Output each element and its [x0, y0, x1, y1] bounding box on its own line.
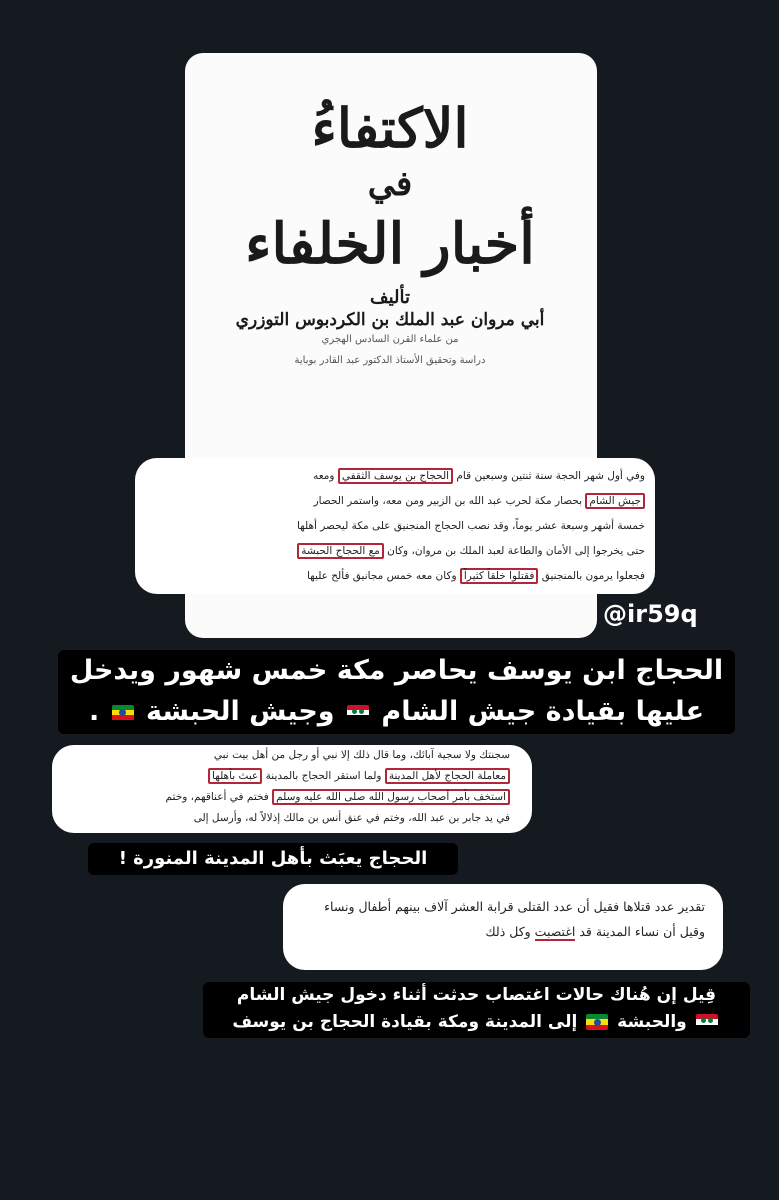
excerpt1-line: وفي أول شهر الحجة سنة ثنتين وسبعين قام الحجاج بن يوسف الثقفي ومعه	[313, 470, 645, 482]
book-talif: تأليف	[369, 287, 411, 308]
excerpt2-line: معاملة الحجاج لأهل المدينة ولما استقر الحجاج بالمدينة عبث بأهلها	[74, 766, 510, 787]
caption1-line2: عليها بقيادة جيش الشام وجيش الحبشة .	[88, 696, 705, 727]
highlight-box: معاملة الحجاج لأهل المدينة	[385, 768, 510, 784]
excerpt-siege-of-mecca	[135, 458, 655, 594]
excerpt2-line: استخف بأمر أصحاب رسول الله صلى الله عليه وسلم فختم في أعناقهم، وختم	[74, 787, 510, 808]
account-handle: @ir59q	[603, 600, 698, 628]
excerpt2-line: سجنتك ولا سجية آبائك، وما قال ذلك إلا نبي أو رجل من أهل بيت نبي	[213, 749, 510, 761]
underline-highlight: اغتصبت	[534, 924, 576, 939]
excerpt1-line: فجعلوا يرمون بالمنجنيق فقتلوا خلقاً كثيراً وكان معه خمس مجانيق فألح عليها	[306, 570, 645, 582]
book-author-sub: من علماء القرن السادس الهجري	[321, 334, 459, 345]
excerpt1-text	[145, 464, 645, 589]
excerpt1-line: جيش الشام بحصار مكة لحرب عبد الله بن الزبير ومن معه، واستمر الحصار	[145, 489, 645, 514]
excerpt3-line2: وقيل أن نساء المدينة قد اغتصبت وكل ذلك	[485, 924, 705, 939]
highlight-box: الحجاج بن يوسف الثقفي	[338, 468, 453, 484]
ethiopia-flag-icon	[112, 705, 134, 721]
highlight-box: جيش الشام	[585, 493, 645, 509]
highlight-box: مع الحجاج الحبشة	[297, 543, 384, 559]
caption1-line1: الحجاج ابن يوسف يحاصر مكة خمس شهور ويدخل	[69, 655, 724, 686]
book-editor: دراسة وتحقيق الأستاذ الدكتور عبد القادر بوباية	[294, 355, 486, 366]
book-title-fi: في	[367, 164, 413, 204]
caption-medina: الحجاج يعبَث بأهل المدينة المنورة !	[88, 843, 458, 875]
book-title-line1: الاكتفاءُ	[311, 96, 469, 160]
book-author: أبي مروان عبد الملك بن الكردبوس التوزري	[235, 310, 545, 330]
excerpt1-line: حتى يخرجوا إلى الأمان والطاعة لعبد الملك بن مروان، وكان مع الحجاج الحبشة	[145, 539, 645, 564]
highlight-box: عبث بأهلها	[208, 768, 262, 784]
excerpt2-text	[74, 745, 510, 829]
book-title-line2: أخبار الخلفاء	[245, 211, 535, 277]
caption-assaults	[203, 982, 750, 1038]
excerpt-medina-treatment	[52, 745, 532, 833]
excerpt3-line1: تقدير عدد قتلاها فقيل أن عدد القتلى قرابة العشر آلاف بينهم أطفال ونساء	[324, 899, 705, 914]
caption3-line2: والحبشة إلى المدينة ومكة بقيادة الحجاج بن يوسف	[203, 1009, 750, 1036]
highlight-box: فقتلوا خلقاً كثيراً	[460, 568, 539, 584]
ethiopia-flag-icon	[586, 1014, 608, 1030]
excerpt-casualties	[283, 884, 723, 970]
caption-siege	[58, 650, 735, 734]
excerpt3-text	[301, 894, 705, 944]
syria-flag-icon	[696, 1014, 718, 1030]
highlight-box: استخف بأمر أصحاب رسول الله صلى الله عليه وسلم	[272, 789, 510, 805]
excerpt1-line: خمسة أشهر وسبعة عشر يوماً، وقد نصب الحجاج المنجنيق على مكة ليحصر أهلها	[296, 520, 645, 532]
syria-flag-icon	[347, 705, 369, 721]
excerpt2-line: في يد جابر بن عبد الله، وختم في عنق أنس بن مالك إذلالاً له، وأرسل إلى	[193, 812, 510, 824]
book-cover-text	[205, 73, 575, 513]
caption3-line1: قِيل إن هُناك حالات اغتصاب حدثت أثناء دخول جيش الشام	[236, 985, 717, 1005]
